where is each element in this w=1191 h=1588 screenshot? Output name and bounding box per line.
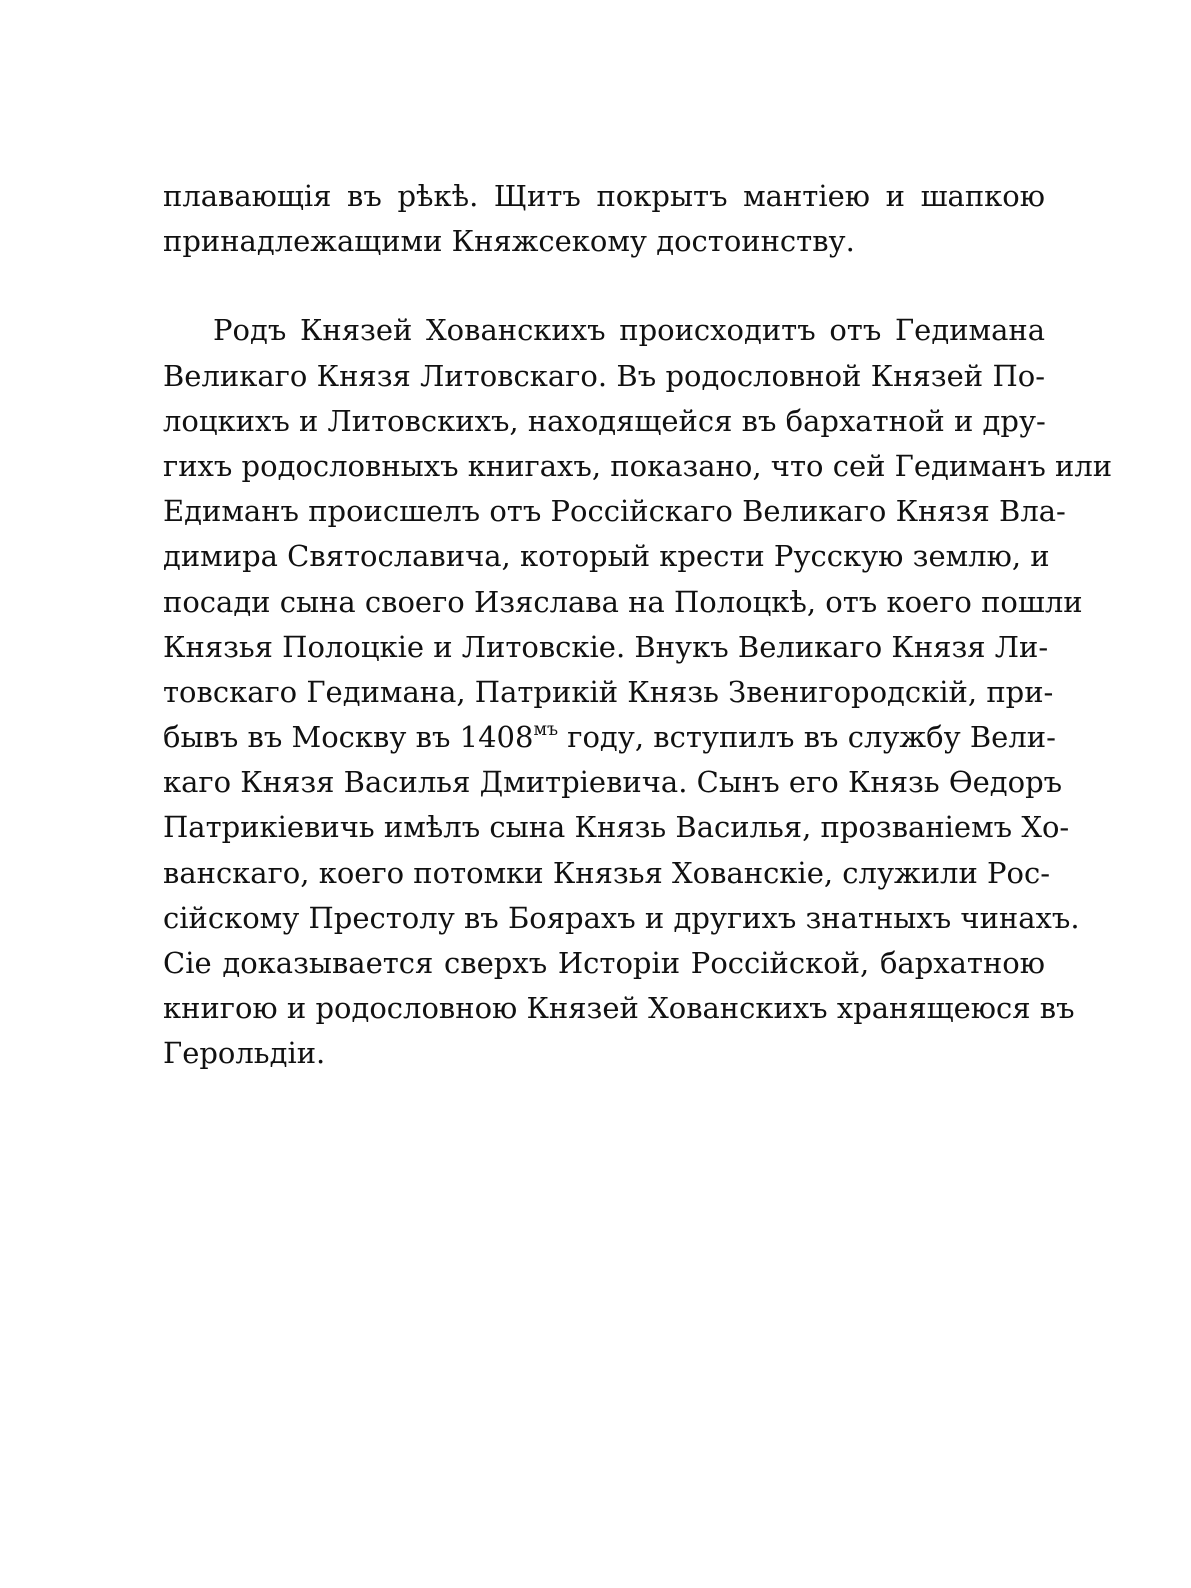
text-line: Сіе доказывается сверхъ Исторіи Россійской, бархатною	[163, 946, 1045, 980]
text-line: книгою и родословною Князей Хованскихъ хранящеюся въ	[163, 991, 1075, 1026]
text-line: товскаго Гедимана, Патрикій Князь Звенигородскій, при-	[163, 674, 1054, 709]
ordinal-superscript: мъ	[533, 719, 559, 740]
text-line: димира Святославича, который крести Русскую землю, и	[163, 539, 1050, 574]
paragraph-genealogy	[163, 308, 1113, 1076]
body-text	[163, 174, 1113, 1077]
text-line: Патрикіевичь имѣлъ сына Князь Василья, прозваніемъ Хо-	[163, 810, 1070, 845]
text-line: ванскаго, коего потомки Князья Хованскіе, служили Рос-	[163, 855, 1051, 890]
line-text-before: бывъ въ Москву въ 1408	[163, 720, 534, 755]
text-line: Великаго Князя Литовскаго. Въ родословной Князей По-	[163, 358, 1045, 393]
text-line-with-superscript	[163, 715, 1056, 760]
text-line: Князья Полоцкіе и Литовскіе. Внукъ Великаго Князя Ли-	[163, 629, 1049, 664]
text-line: плавающія въ рѣкѣ. Щитъ покрытъ мантіею и шапкою	[163, 179, 1045, 213]
text-line: Едиманъ происшелъ отъ Россійскаго Великаго Князя Вла-	[163, 494, 1066, 529]
paragraph-gap	[163, 264, 1045, 308]
text-line: Родъ Князей Хованскихъ происходитъ отъ Гедимана	[213, 313, 1045, 348]
text-line: принадлежащими Княжсекому достоинству.	[163, 224, 855, 259]
text-line: Герольдіи.	[163, 1036, 326, 1071]
paragraph-coat-of-arms	[163, 174, 1045, 264]
text-line: лоцкихъ и Литовскихъ, находящейся въ бархатной и дру-	[163, 403, 1046, 438]
line-text-after: году, вступилъ въ службу Вели-	[558, 720, 1056, 755]
text-line: посади сына своего Изяслава на Полоцкѣ, отъ коего пошли	[163, 584, 1083, 619]
text-line: гихъ родословныхъ книгахъ, показано, что сей Гедиманъ или	[163, 448, 1113, 483]
text-line: сійскому Престолу въ Боярахъ и другихъ знатныхъ чинахъ.	[163, 900, 1080, 935]
text-line: каго Князя Василья Дмитріевича. Сынъ его Князь Ѳедоръ	[163, 765, 1063, 800]
